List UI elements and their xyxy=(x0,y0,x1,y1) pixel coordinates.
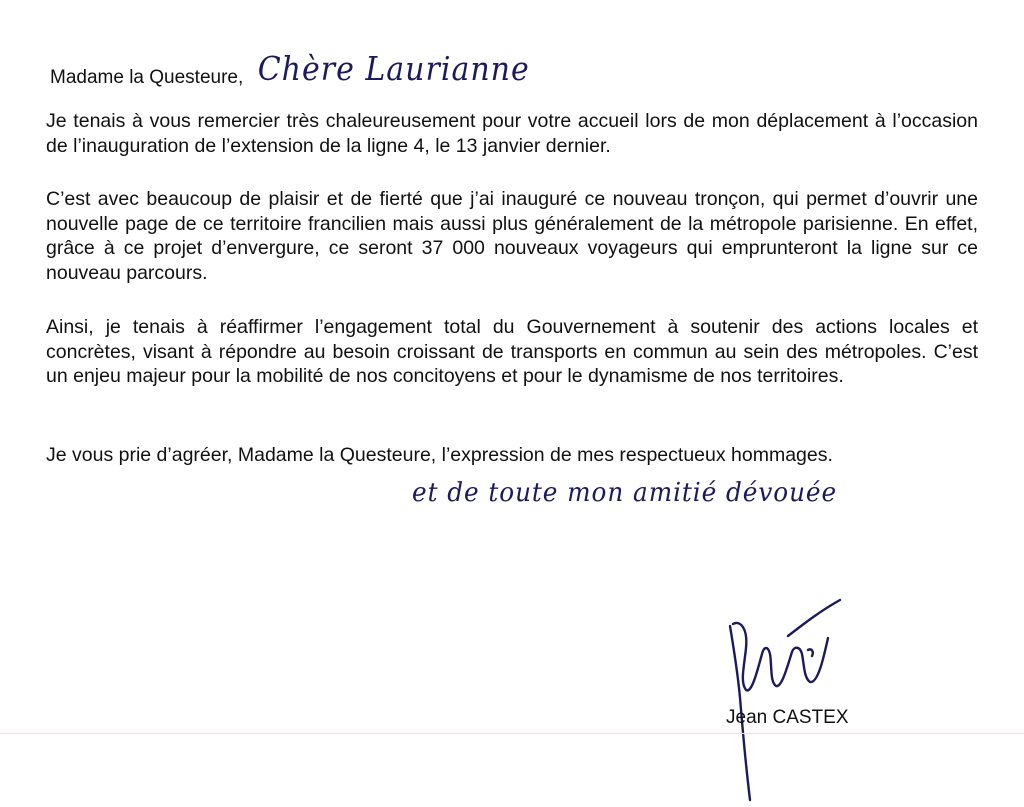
signature xyxy=(700,590,860,807)
paragraph-commitment: Ainsi, je tenais à réaffirmer l’engagement total du Gouvernement à soutenir des actions locales et concrètes, visant à répondre au besoin croissant de transports en commun au sein des métropoles. C’est un enjeu majeur pour la mobilité de nos concitoyens et pour le dynamisme de nos territoires. xyxy=(46,316,978,387)
paragraph-thanks: Je tenais à vous remercier très chaleureusement pour votre accueil lors de mon déplacement à l’occasion de l’inauguration de l’extension de la ligne 4, le 13 janvier dernier. xyxy=(46,110,978,157)
signatory-name: Jean CASTEX xyxy=(726,707,849,728)
handwritten-salutation: Chère Laurianne xyxy=(257,50,530,89)
salutation-line xyxy=(50,52,530,87)
handwritten-closing: et de toute mon amitié dévouée xyxy=(412,478,838,508)
closing-formula: Je vous prie d’agréer, Madame la Questeure, l’expression de mes respectueux hommages. xyxy=(46,444,833,466)
salutation: Madame la Questeure, xyxy=(50,67,244,88)
fold-line xyxy=(0,733,1024,734)
signature-drawing xyxy=(700,590,860,807)
paragraph-inauguration: C’est avec beaucoup de plaisir et de fierté que j’ai inauguré ce nouveau tronçon, qui permet d’ouvrir une nouvelle page de ce territoire francilien mais aussi plus généralement de la métropole parisienne. En effet, grâce à ce projet d’envergure, ce seront 37 000 nouveaux voyageurs qui emprunteront la ligne sur ce nouveau parcours. xyxy=(46,188,978,284)
